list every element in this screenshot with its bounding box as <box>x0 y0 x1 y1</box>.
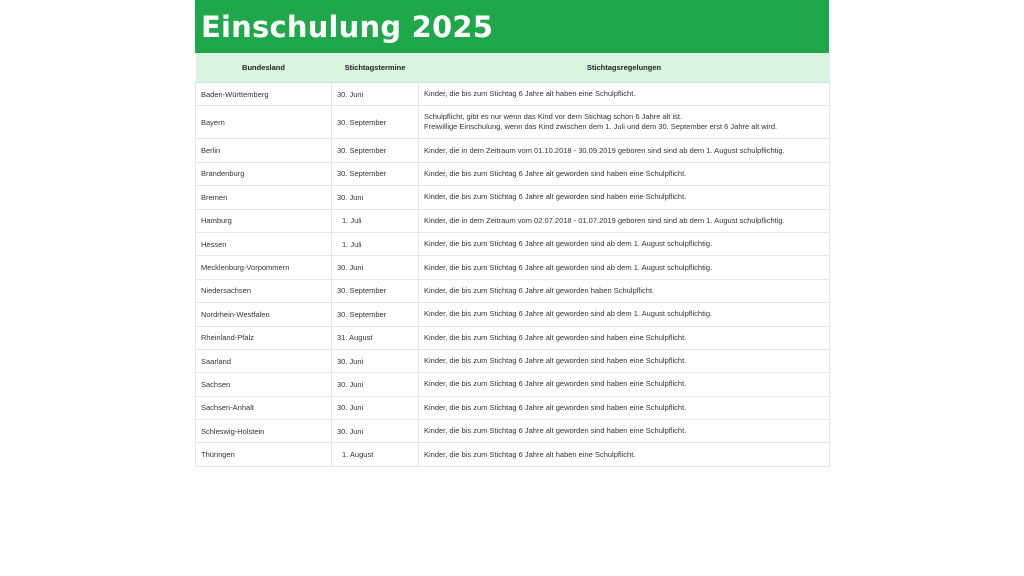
regelung-line: Kinder, die bis zum Stichtag 6 Jahre alt geworden sind haben eine Schulpflicht. <box>424 332 687 342</box>
regelung-line: Kinder, die bis zum Stichtag 6 Jahre alt geworden sind haben eine Schulpflicht. <box>424 402 687 412</box>
document-sheet <box>195 0 829 467</box>
table-header-row <box>196 53 830 83</box>
table-row <box>196 326 830 349</box>
cell-bundesland: Rheinland-Pfalz <box>196 326 332 349</box>
table-row <box>196 232 830 255</box>
cell-regelung <box>419 396 830 419</box>
table-row <box>196 303 830 326</box>
regelung-line: Freiwillige Einschulung, wenn das Kind zwischen dem 1. Juli und dem 30. September erst 6 Jahre alt wird. <box>424 122 778 132</box>
cell-bundesland: Niedersachsen <box>196 279 332 302</box>
table-row <box>196 162 830 185</box>
cell-stichtag: 1. Juli <box>332 209 419 232</box>
title-banner <box>195 0 829 53</box>
table-body <box>196 83 830 467</box>
cell-regelung <box>419 256 830 279</box>
regelung-line: Kinder, die bis zum Stichtag 6 Jahre alt geworden sind ab dem 1. August schulpflichtig. <box>424 309 713 319</box>
cell-bundesland: Baden-Württemberg <box>196 83 332 106</box>
cell-regelung <box>419 209 830 232</box>
regelung-line: Kinder, die bis zum Stichtag 6 Jahre alt geworden haben Schulpflicht. <box>424 285 655 295</box>
cell-regelung <box>419 373 830 396</box>
regelung-line: Schulpflicht, gibt es nur wenn das Kind vor dem Stichtag schon 6 Jahre alt ist. <box>424 112 683 122</box>
table-row <box>196 349 830 372</box>
cell-bundesland: Nordrhein-Westfalen <box>196 303 332 326</box>
cell-bundesland: Berlin <box>196 139 332 162</box>
table-row <box>196 420 830 443</box>
cell-stichtag: 30. Juni <box>332 186 419 209</box>
cell-stichtag: 30. September <box>332 303 419 326</box>
table-row <box>196 396 830 419</box>
page-title: Einschulung 2025 <box>201 9 494 44</box>
cell-stichtag: 30. Juni <box>332 349 419 372</box>
table-row <box>196 279 830 302</box>
regelung-line: Kinder, die bis zum Stichtag 6 Jahre alt geworden sind haben eine Schulpflicht. <box>424 168 687 178</box>
cell-regelung <box>419 106 830 139</box>
cell-regelung <box>419 186 830 209</box>
regelung-line: Kinder, die bis zum Stichtag 6 Jahre alt geworden sind haben eine Schulpflicht. <box>424 379 687 389</box>
cell-bundesland: Mecklenburg-Vorpommern <box>196 256 332 279</box>
header-stichtagsregelungen: Stichtagsregelungen <box>419 53 830 83</box>
cell-stichtag: 31. August <box>332 326 419 349</box>
cell-regelung <box>419 139 830 162</box>
einschulung-table <box>195 53 830 467</box>
cell-stichtag: 30. Juni <box>332 420 419 443</box>
cell-bundesland: Hessen <box>196 232 332 255</box>
cell-stichtag: 30. Juni <box>332 373 419 396</box>
cell-regelung <box>419 420 830 443</box>
cell-stichtag: 30. Juni <box>332 396 419 419</box>
regelung-line: Kinder, die bis zum Stichtag 6 Jahre alt geworden sind haben eine Schulpflicht. <box>424 356 687 366</box>
cell-bundesland: Thüringen <box>196 443 332 466</box>
regelung-line: Kinder, die in dem Zeitraum vom 01.10.2018 - 30.09.2019 geboren sind sind ab dem 1. August schulpflichtig. <box>424 145 785 155</box>
cell-stichtag: 30. September <box>332 139 419 162</box>
cell-regelung <box>419 83 830 106</box>
regelung-line: Kinder, die in dem Zeitraum vom 02.07.2018 - 01.07.2019 geboren sind sind ab dem 1. August schulpflichtig. <box>424 215 785 225</box>
cell-bundesland: Brandenburg <box>196 162 332 185</box>
regelung-line: Kinder, die bis zum Stichtag 6 Jahre alt geworden sind ab dem 1. August schulpflichtig. <box>424 262 713 272</box>
cell-regelung <box>419 279 830 302</box>
cell-stichtag: 1. Juli <box>332 232 419 255</box>
table-row <box>196 256 830 279</box>
cell-stichtag: 1. August <box>332 443 419 466</box>
cell-bundesland: Hamburg <box>196 209 332 232</box>
cell-regelung <box>419 162 830 185</box>
table-row <box>196 209 830 232</box>
table-row <box>196 186 830 209</box>
cell-bundesland: Sachsen-Anhalt <box>196 396 332 419</box>
table-row <box>196 373 830 396</box>
regelung-line: Kinder, die bis zum Stichtag 6 Jahre alt haben eine Schulpflicht. <box>424 89 636 99</box>
cell-bundesland: Bayern <box>196 106 332 139</box>
cell-bundesland: Schleswig-Holstein <box>196 420 332 443</box>
cell-stichtag: 30. Juni <box>332 83 419 106</box>
cell-regelung <box>419 326 830 349</box>
cell-stichtag: 30. September <box>332 279 419 302</box>
cell-regelung <box>419 232 830 255</box>
table-row <box>196 83 830 106</box>
cell-stichtag: 30. September <box>332 106 419 139</box>
cell-stichtag: 30. September <box>332 162 419 185</box>
table-row <box>196 443 830 466</box>
cell-regelung <box>419 349 830 372</box>
regelung-line: Kinder, die bis zum Stichtag 6 Jahre alt geworden sind haben eine Schulpflicht. <box>424 192 687 202</box>
regelung-line: Kinder, die bis zum Stichtag 6 Jahre alt geworden sind ab dem 1. August schulpflichtig. <box>424 239 713 249</box>
regelung-line: Kinder, die bis zum Stichtag 6 Jahre alt haben eine Schulpflicht. <box>424 449 636 459</box>
cell-bundesland: Sachsen <box>196 373 332 396</box>
header-bundesland: Bundesland <box>196 53 332 83</box>
table-row <box>196 139 830 162</box>
cell-bundesland: Saarland <box>196 349 332 372</box>
cell-bundesland: Bremen <box>196 186 332 209</box>
header-stichtagstermine: Stichtagstermine <box>332 53 419 83</box>
cell-stichtag: 30. Juni <box>332 256 419 279</box>
cell-regelung <box>419 303 830 326</box>
regelung-line: Kinder, die bis zum Stichtag 6 Jahre alt geworden sind haben eine Schulpflicht. <box>424 426 687 436</box>
cell-regelung <box>419 443 830 466</box>
table-row <box>196 106 830 139</box>
